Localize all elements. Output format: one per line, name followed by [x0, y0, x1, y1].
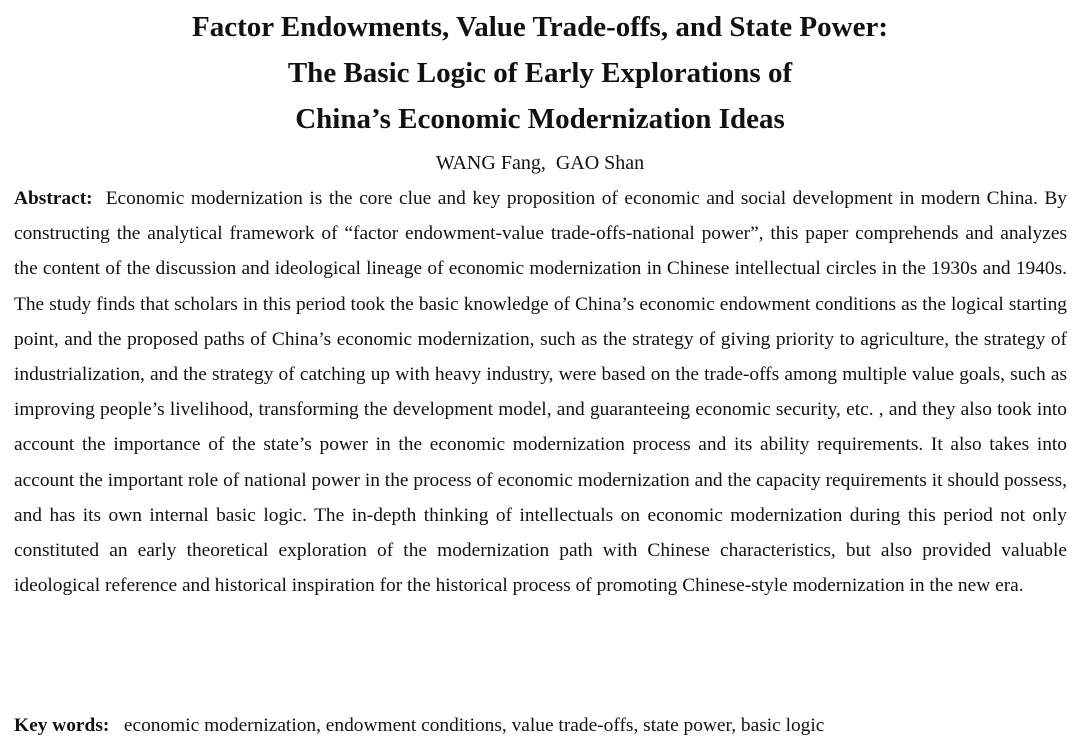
abstract-paragraph [14, 181, 1067, 603]
title-line-3: China’s Economic Modernization Ideas [295, 103, 785, 135]
abstract-text: Economic modernization is the core clue and key proposition of economic and social development in modern China. By constructing the analytical framework of “factor endowment-value trade-offs-national power”, this paper comprehends and analyzes the content of the discussion and ideological lineage of economic modernization in Chinese intellectual circles in the 1930s and 1940s. The study finds that scholars in this period took the basic knowledge of China’s economic endowment conditions as the logical starting point, and the proposed paths of China’s economic modernization, such as the strategy of giving priority to agriculture, the strategy of industrialization, and the strategy of catching up with heavy industry, were based on the trade-offs among multiple value goals, such as improving people’s livelihood, transforming the development model, and guaranteeing economic security, etc. , and they also took into account the importance of the state’s power in the economic modernization process and its ability requirements. It also takes into account the important role of national power in the process of economic modernization and the capacity requirements it should possess, and has its own internal basic logic. The in-depth thinking of intellectuals on economic modernization during this period not only constituted an early theoretical exploration of the modernization path with Chinese characteristics, but also provided valuable ideological reference and historical inspiration for the historical process of promoting Chinese-style modernization in the new era. [14, 188, 1068, 597]
paper-title [0, 4, 1080, 142]
title-line-1: Factor Endowments, Value Trade-offs, and State Power: [192, 11, 888, 43]
abstract-label: Abstract: [14, 188, 93, 209]
authors: WANG Fang, GAO Shan [435, 152, 645, 174]
title-line-2: The Basic Logic of Early Explorations of [287, 57, 793, 89]
keywords-label: Key words: [14, 715, 110, 736]
keywords-line [14, 710, 1067, 742]
keywords-text: economic modernization, endowment conditions, value trade-offs, state power, basic logic [123, 715, 825, 736]
